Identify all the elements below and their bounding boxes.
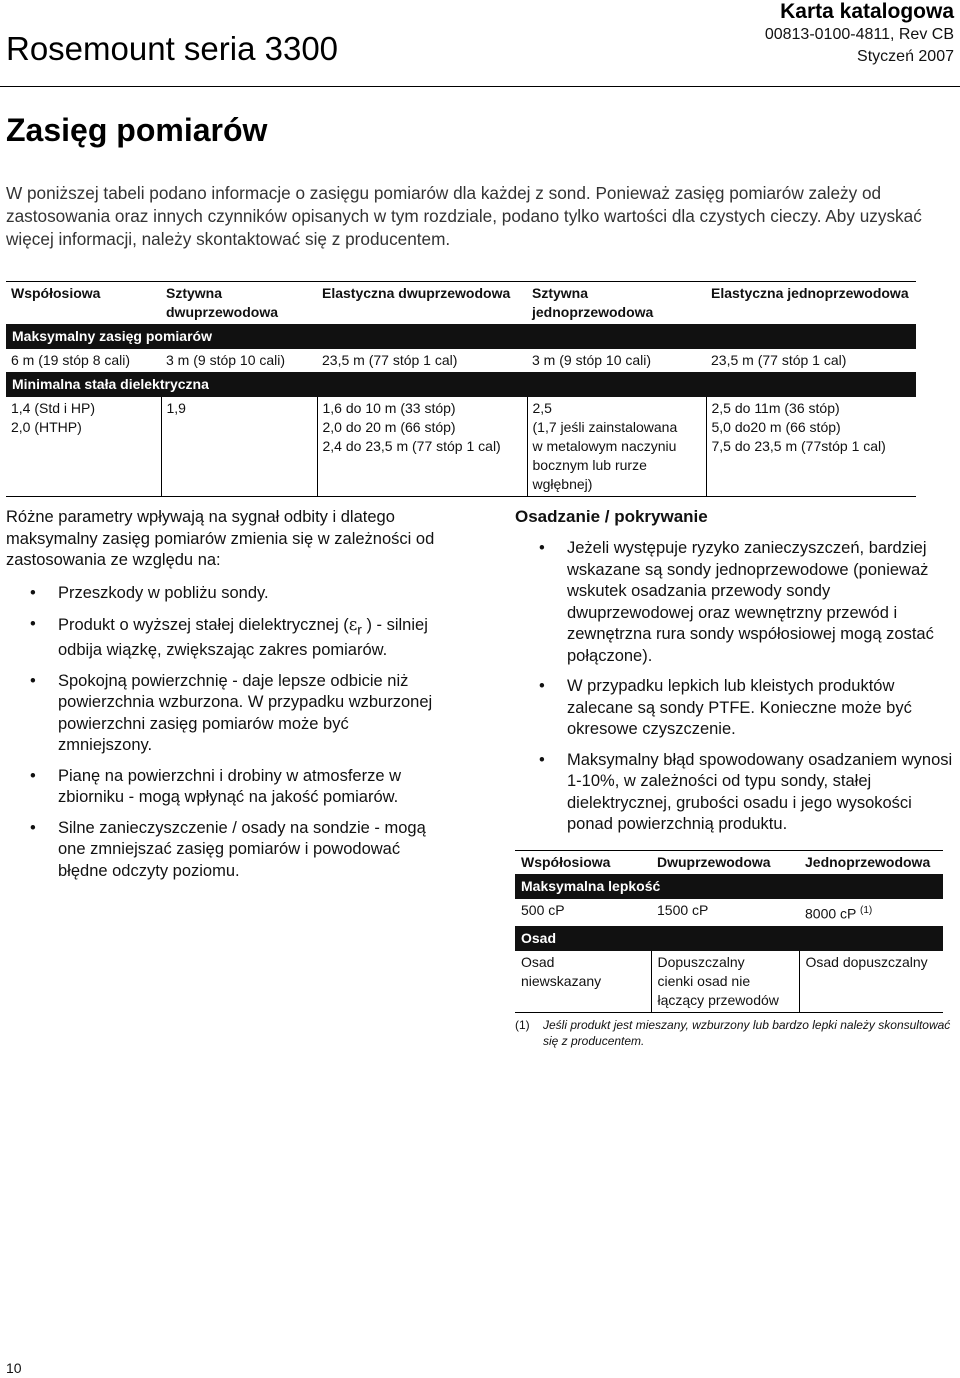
column-header: Sztywna dwuprzewodowa bbox=[161, 282, 317, 325]
band-max-viscosity: Maksymalna lepkość bbox=[515, 874, 943, 899]
band-max-range: Maksymalny zasięg pomiarów bbox=[6, 324, 916, 349]
table-band-row bbox=[515, 926, 943, 951]
footnote-text: Jeśli produkt jest mieszany, wzburzony lub bardzo lepki należy skonsultować się z producentem. bbox=[543, 1018, 951, 1048]
table-cell: 1,9 bbox=[161, 397, 317, 497]
table-header-row bbox=[515, 851, 943, 875]
table-band-row bbox=[6, 324, 916, 349]
catalog-label: Karta katalogowa bbox=[780, 0, 954, 23]
footnote-ref: (1) bbox=[860, 905, 873, 916]
document-number: 00813-0100-4811, Rev CB bbox=[764, 26, 954, 43]
section-title: Zasięg pomiarów bbox=[6, 112, 268, 148]
viscosity-table bbox=[515, 850, 943, 1013]
header-divider bbox=[0, 86, 960, 87]
page-number: 10 bbox=[6, 1360, 22, 1376]
coating-list bbox=[515, 538, 955, 845]
table-row bbox=[515, 951, 943, 1013]
list-item: • Pianę na powierzchni i drobiny w atmosferze w zbiorniku - mogą wpłynąć na jakość pomiarów. bbox=[30, 766, 401, 807]
list-item: • Spokojną powierzchnię - daje lepsze odbicie niż powierzchnia wzburzona. W przypadku wzburzonej powierzchni zasięg pomiarów może być zmniejszony. bbox=[30, 671, 433, 755]
document-title: Rosemount seria 3300 bbox=[6, 30, 339, 67]
table-cell: 8000 cP $^{(1)}$ bbox=[805, 905, 873, 922]
column-header: Elastyczna dwuprzewodowa bbox=[317, 282, 527, 325]
table-band-row bbox=[515, 874, 943, 899]
table-row bbox=[515, 899, 943, 926]
column-header: Elastyczna jednoprzewodowa bbox=[706, 282, 916, 325]
list-item: • Silne zanieczyszczenie / osady na sondzie - mogą one zmniejszać zasięg pomiarów i powodować błędne odczyty poziomu. bbox=[30, 818, 426, 880]
bullet-icon: • bbox=[539, 750, 545, 769]
bullet-icon: • bbox=[30, 818, 36, 837]
table-cell: 1,6 do 10 m (33 stóp) 2,0 do 20 m (66 stóp) 2,4 do 23,5 m (77 stóp 1 cal) bbox=[317, 397, 527, 497]
list-item: • Przeszkody w pobliżu sondy. bbox=[6, 583, 446, 605]
list-item: • Maksymalny błąd spowodowany osadzaniem wynosi 1-10%, w zależności od typu sondy, stałej dielektrycznej, grubości osadu i jego wysokości ponad powierzchnią produktu. bbox=[539, 750, 953, 833]
column-header: Dwuprzewodowa bbox=[651, 851, 799, 875]
table-cell: Dopuszczalny cienki osad nie łączący przewodów bbox=[651, 951, 799, 1013]
table-band-row bbox=[6, 372, 916, 397]
list-item: • Jeżeli występuje ryzyko zanieczyszczeń, bardziej wskazane są sondy jednoprzewodowe (ponieważ wskutek osadzania przewody sondy dwuprzewodowej oraz wewnętrzny przewód i zewnętrzna rura sondy współosiowej mogą zostać połączone). bbox=[539, 539, 934, 665]
column-header: Sztywna jednoprzewodowa bbox=[527, 282, 706, 325]
table-row bbox=[6, 397, 916, 497]
bullet-icon: • bbox=[30, 766, 36, 785]
list-item: • Produkt o wyższej stałej dielektrycznej ($\varepsilon_r$ ) - silniej odbija wiązkę, zwiększając zakres pomiarów. bbox=[30, 614, 428, 660]
list-item: • W przypadku lepkich lub kleistych produktów zalecane są sondy PTFE. Konieczne może być okresowe czyszczenie. bbox=[539, 677, 912, 738]
table-cell: Osad niewskazany bbox=[515, 951, 651, 1013]
column-header: Współosiowa bbox=[515, 851, 651, 875]
band-deposit: Osad bbox=[515, 926, 943, 951]
epsilon-symbol: ε bbox=[348, 614, 358, 634]
footnote-number: (1) bbox=[515, 1018, 530, 1032]
table-cell: 23,5 m (77 stóp 1 cal) bbox=[322, 352, 458, 368]
table-cell: 3 m (9 stóp 10 cali) bbox=[166, 352, 286, 368]
table-cell: 2,5 (1,7 jeśli zainstalowana w metalowym naczyniu bocznym lub rurze wgłębnej) bbox=[527, 397, 706, 497]
table-row bbox=[6, 349, 916, 372]
table-cell: 6 m (19 stóp 8 cali) bbox=[11, 352, 131, 368]
table-cell: 2,5 do 11m (36 stóp) 5,0 do20 m (66 stóp) 7,5 do 23,5 m (77stóp 1 cal) bbox=[706, 397, 916, 497]
table-cell: Osad dopuszczalny bbox=[799, 951, 943, 1013]
measurement-range-table bbox=[6, 281, 916, 497]
table-cell: 3 m (9 stóp 10 cali) bbox=[532, 352, 652, 368]
coating-heading: Osadzanie / pokrywanie bbox=[515, 507, 708, 526]
bullet-icon: • bbox=[30, 671, 36, 690]
table-cell: 500 cP bbox=[521, 902, 565, 918]
header-meta bbox=[765, 0, 954, 68]
table-cell: 23,5 m (77 stóp 1 cal) bbox=[711, 352, 847, 368]
column-header: Jednoprzewodowa bbox=[799, 851, 943, 875]
bullet-icon: • bbox=[539, 539, 545, 557]
footnote bbox=[515, 1017, 955, 1049]
table-cell: 1500 cP bbox=[657, 902, 709, 918]
bullet-icon: • bbox=[539, 677, 545, 695]
band-min-dielectric: Minimalna stała dielektryczna bbox=[6, 372, 916, 397]
factors-list bbox=[6, 583, 446, 891]
document-date: Styczeń 2007 bbox=[857, 48, 954, 65]
column-header: Współosiowa bbox=[6, 282, 161, 325]
intro-paragraph: W poniższej tabeli podano informacje o zasięgu pomiarów dla każdej z sond. Ponieważ zasięg pomiarów zależy od zastosowania oraz innych czynników opisanych w tym rozdziale, podano tylko wartości dla czystych cieczy. Aby uzyskać więcej informacji, należy skontaktować się z producentem. bbox=[6, 183, 922, 249]
bullet-icon: • bbox=[30, 614, 36, 633]
factors-lead-paragraph: Różne parametry wpływają na sygnał odbity i dlatego maksymalny zasięg pomiarów zmienia się w zależności od zastosowania ze względu na: bbox=[6, 508, 435, 569]
bullet-icon: • bbox=[30, 584, 36, 602]
table-header-row bbox=[6, 282, 916, 325]
table-cell: 1,4 (Std i HP) 2,0 (HTHP) bbox=[6, 397, 161, 497]
